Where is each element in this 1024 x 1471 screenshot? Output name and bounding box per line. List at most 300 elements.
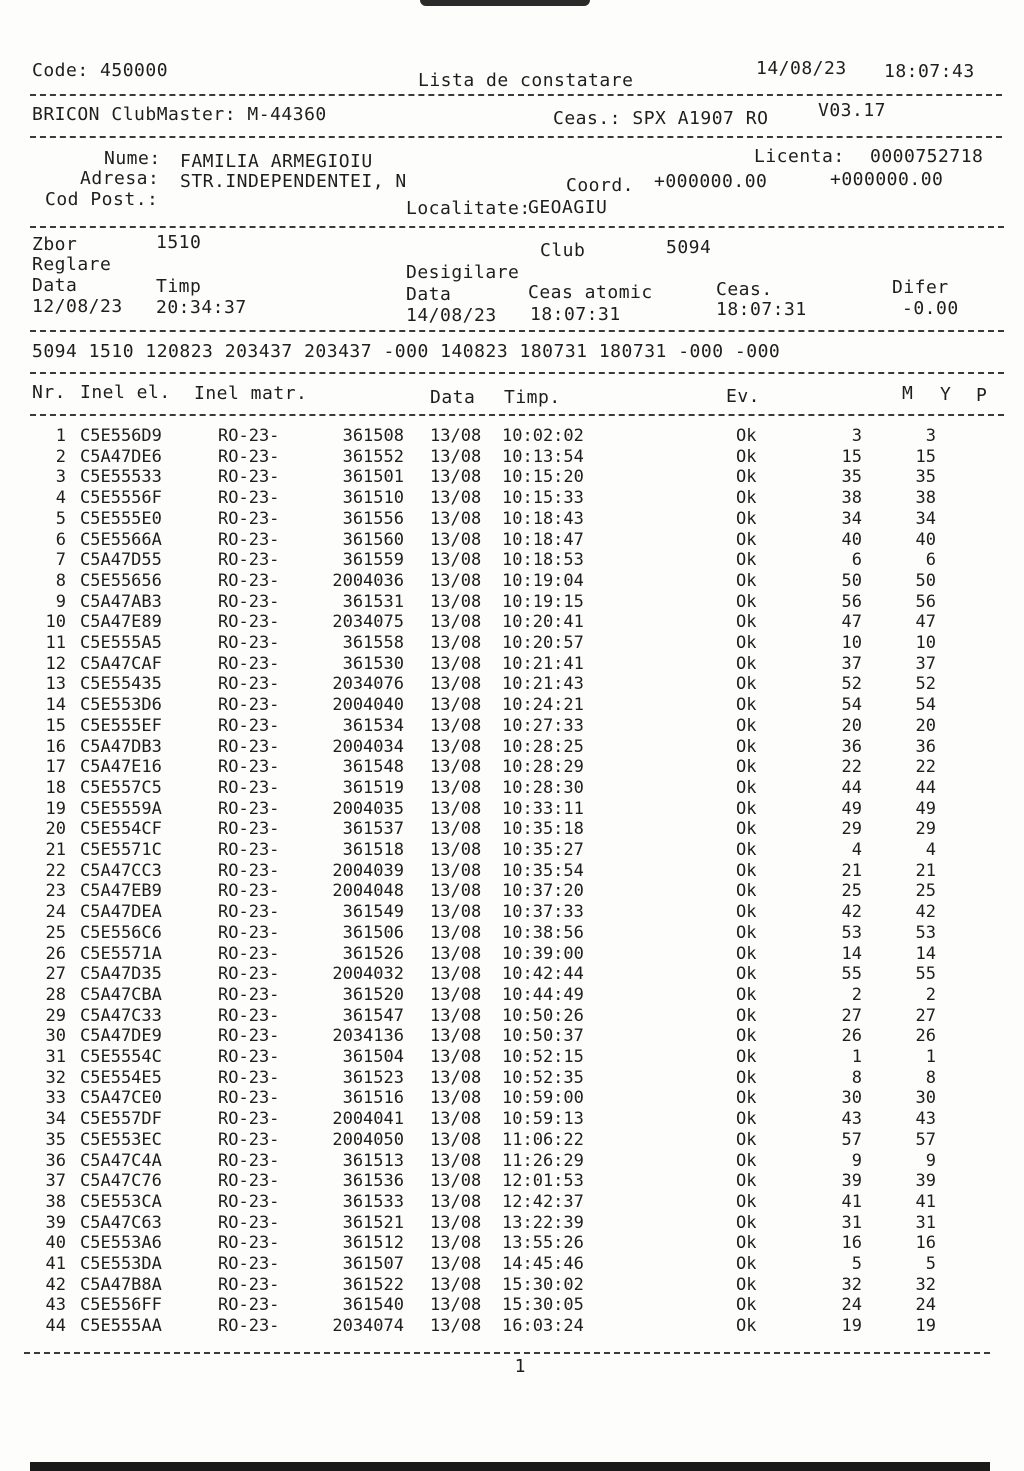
arrival-time: 10:35:27: [502, 840, 584, 860]
ring-prefix: RO-23-: [218, 819, 280, 840]
table-row: [0, 799, 1024, 819]
m-value: 26: [841, 1026, 862, 1047]
separator: [30, 94, 1002, 96]
arrival-date: 13/08: [430, 902, 482, 923]
m-value: 34: [841, 508, 862, 529]
row-number: 1: [55, 426, 66, 446]
table-row: [0, 1047, 1024, 1067]
y-value: 30: [915, 1088, 936, 1109]
arrival-date: 13/08: [430, 1171, 482, 1192]
ring-number: 2034074: [332, 1316, 404, 1337]
arrival-time: 10:20:57: [502, 633, 584, 653]
setting-label: Reglare: [32, 254, 112, 275]
table-row: [0, 1192, 1024, 1212]
arrival-date: 13/08: [430, 1295, 482, 1316]
ring-number: 361522: [342, 1274, 404, 1295]
row-number: 19: [45, 798, 66, 819]
ring-number: 2004040: [332, 695, 404, 716]
arrival-date: 13/08: [430, 943, 482, 964]
ring-prefix: RO-23-: [218, 426, 280, 446]
arrival-date: 13/08: [430, 1088, 482, 1109]
m-value: 21: [841, 860, 862, 881]
code-label: Code: 450000: [32, 60, 169, 81]
arrival-time: 10:35:54: [502, 860, 584, 881]
col-inel-el: Inel el.: [80, 382, 171, 403]
event-status: Ok: [736, 1316, 757, 1337]
event-status: Ok: [736, 922, 757, 943]
electronic-ring: C5A47C33: [80, 1005, 162, 1026]
table-row: [0, 571, 1024, 591]
arrival-time: 10:37:33: [502, 902, 584, 923]
event-status: Ok: [736, 550, 757, 571]
ring-prefix: RO-23-: [218, 840, 280, 860]
unsealing-date: 14/08/23: [406, 305, 497, 326]
y-value: 3: [925, 426, 936, 446]
y-value: 22: [915, 757, 936, 778]
event-status: Ok: [736, 715, 757, 736]
difference-value: -0.00: [902, 298, 959, 319]
arrival-time: 15:30:05: [502, 1295, 584, 1316]
row-number: 21: [45, 840, 66, 860]
col-timp: Timp.: [504, 387, 561, 408]
arrival-date: 13/08: [430, 1067, 482, 1088]
ring-number: 2004034: [332, 736, 404, 757]
ring-prefix: RO-23-: [218, 1047, 280, 1067]
electronic-ring: C5A47E89: [80, 612, 162, 633]
arrival-time: 10:42:44: [502, 964, 584, 985]
table-row: [0, 1213, 1024, 1233]
event-status: Ok: [736, 964, 757, 985]
m-value: 43: [841, 1109, 862, 1130]
ring-prefix: RO-23-: [218, 1150, 280, 1171]
m-value: 41: [841, 1191, 862, 1212]
ring-prefix: RO-23-: [218, 1088, 280, 1109]
electronic-ring: C5E5556F: [80, 488, 162, 509]
row-number: 33: [45, 1088, 66, 1109]
ring-number: 2034136: [332, 1026, 404, 1047]
m-value: 38: [841, 488, 862, 509]
y-value: 39: [915, 1171, 936, 1192]
arrival-time: 11:06:22: [502, 1129, 584, 1150]
arrival-time: 10:44:49: [502, 984, 584, 1005]
event-status: Ok: [736, 591, 757, 612]
table-row: [0, 881, 1024, 901]
row-number: 15: [45, 715, 66, 736]
arrival-time: 13:22:39: [502, 1212, 584, 1233]
arrival-date: 13/08: [430, 612, 482, 633]
row-number: 23: [45, 881, 66, 902]
y-value: 36: [915, 736, 936, 757]
table-row: [0, 633, 1024, 653]
ring-prefix: RO-23-: [218, 508, 280, 529]
system-id: BRICON ClubMaster: M-44360: [32, 104, 327, 125]
arrival-time: 10:18:47: [502, 529, 584, 550]
arrival-time: 14:45:46: [502, 1254, 584, 1274]
electronic-ring: C5A47D55: [80, 550, 162, 571]
m-value: 9: [851, 1150, 862, 1171]
ring-number: 361526: [342, 943, 404, 964]
event-status: Ok: [736, 1274, 757, 1295]
event-status: Ok: [736, 529, 757, 550]
unsealing-date-label: Data: [406, 284, 452, 305]
event-status: Ok: [736, 426, 757, 446]
ring-number: 361516: [342, 1088, 404, 1109]
m-value: 22: [841, 757, 862, 778]
electronic-ring: C5A47CE0: [80, 1088, 162, 1109]
y-value: 8: [925, 1067, 936, 1088]
event-status: Ok: [736, 1233, 757, 1254]
row-number: 26: [45, 943, 66, 964]
arrival-date: 13/08: [430, 840, 482, 860]
ring-number: 361534: [342, 715, 404, 736]
table-row: [0, 1254, 1024, 1274]
ring-prefix: RO-23-: [218, 591, 280, 612]
electronic-ring: C5A47DE9: [80, 1026, 162, 1047]
event-status: Ok: [736, 840, 757, 860]
ring-number: 361530: [342, 653, 404, 674]
y-value: 50: [915, 570, 936, 591]
ring-number: 361518: [342, 840, 404, 860]
arrival-time: 10:19:15: [502, 591, 584, 612]
electronic-ring: C5E556D9: [80, 426, 162, 446]
y-value: 26: [915, 1026, 936, 1047]
ring-prefix: RO-23-: [218, 1129, 280, 1150]
ring-number: 361536: [342, 1171, 404, 1192]
m-value: 15: [841, 446, 862, 467]
ring-prefix: RO-23-: [218, 570, 280, 591]
row-number: 28: [45, 984, 66, 1005]
ring-prefix: RO-23-: [218, 695, 280, 716]
row-number: 43: [45, 1295, 66, 1316]
m-value: 1: [851, 1047, 862, 1067]
arrival-time: 10:27:33: [502, 715, 584, 736]
clock-id: Ceas.: SPX A1907 RO: [553, 108, 769, 129]
club-number: 5094: [666, 237, 712, 258]
arrival-time: 10:38:56: [502, 922, 584, 943]
y-value: 24: [915, 1295, 936, 1316]
m-value: 30: [841, 1088, 862, 1109]
col-ev: Ev.: [726, 386, 761, 407]
event-status: Ok: [736, 1129, 757, 1150]
print-date: 14/08/23: [756, 58, 847, 79]
arrival-date: 13/08: [430, 529, 482, 550]
arrival-date: 13/08: [430, 881, 482, 902]
m-value: 4: [851, 840, 862, 860]
arrival-time: 10:19:04: [502, 570, 584, 591]
m-value: 54: [841, 695, 862, 716]
arrival-time: 10:18:53: [502, 550, 584, 571]
row-number: 37: [45, 1171, 66, 1192]
ring-prefix: RO-23-: [218, 653, 280, 674]
m-value: 16: [841, 1233, 862, 1254]
event-status: Ok: [736, 674, 757, 695]
y-value: 37: [915, 653, 936, 674]
arrival-date: 13/08: [430, 1026, 482, 1047]
electronic-ring: C5E553DA: [80, 1254, 162, 1274]
y-value: 40: [915, 529, 936, 550]
row-number: 13: [45, 674, 66, 695]
arrival-date: 13/08: [430, 736, 482, 757]
atomic-clock-label: Ceas atomic: [528, 282, 653, 303]
event-status: Ok: [736, 798, 757, 819]
m-value: 6: [851, 550, 862, 571]
electronic-ring: C5E557DF: [80, 1109, 162, 1130]
ring-number: 361533: [342, 1191, 404, 1212]
arrival-date: 13/08: [430, 1129, 482, 1150]
table-row: [0, 426, 1024, 446]
m-value: 2: [851, 984, 862, 1005]
m-value: 20: [841, 715, 862, 736]
row-number: 2: [55, 446, 66, 467]
table-row: [0, 964, 1024, 984]
electronic-ring: C5E553CA: [80, 1191, 162, 1212]
event-status: Ok: [736, 1254, 757, 1274]
ring-prefix: RO-23-: [218, 633, 280, 653]
col-data: Data: [430, 387, 476, 408]
arrival-date: 13/08: [430, 860, 482, 881]
separator: [30, 372, 1004, 374]
electronic-ring: C5E555A5: [80, 633, 162, 653]
event-status: Ok: [736, 1191, 757, 1212]
table-row: [0, 1026, 1024, 1046]
arrival-time: 10:15:20: [502, 467, 584, 488]
table-row: [0, 447, 1024, 467]
atomic-clock-time: 18:07:31: [530, 304, 621, 325]
arrival-date: 13/08: [430, 446, 482, 467]
arrival-time: 10:37:20: [502, 881, 584, 902]
ring-number: 361549: [342, 902, 404, 923]
arrival-time: 10:39:00: [502, 943, 584, 964]
m-value: 29: [841, 819, 862, 840]
unsealing-label: Desigilare: [406, 262, 520, 283]
col-nr: Nr.: [32, 382, 67, 403]
arrival-time: 10:28:30: [502, 777, 584, 798]
electronic-ring: C5A47EB9: [80, 881, 162, 902]
row-number: 11: [45, 633, 66, 653]
table-row: [0, 530, 1024, 550]
event-status: Ok: [736, 984, 757, 1005]
table-row: [0, 612, 1024, 632]
event-status: Ok: [736, 736, 757, 757]
electronic-ring: C5E5554C: [80, 1047, 162, 1067]
y-value: 25: [915, 881, 936, 902]
ring-prefix: RO-23-: [218, 1005, 280, 1026]
arrival-time: 12:01:53: [502, 1171, 584, 1192]
table-row: [0, 716, 1024, 736]
ring-number: 361508: [342, 426, 404, 446]
arrival-date: 13/08: [430, 674, 482, 695]
ring-number: 361537: [342, 819, 404, 840]
table-row: [0, 944, 1024, 964]
arrival-time: 10:13:54: [502, 446, 584, 467]
y-value: 31: [915, 1212, 936, 1233]
row-number: 39: [45, 1212, 66, 1233]
arrival-date: 13/08: [430, 1274, 482, 1295]
event-status: Ok: [736, 1088, 757, 1109]
table-row: [0, 737, 1024, 757]
ring-prefix: RO-23-: [218, 488, 280, 509]
ring-number: 2004048: [332, 881, 404, 902]
arrival-time: 10:21:41: [502, 653, 584, 674]
ring-prefix: RO-23-: [218, 1109, 280, 1130]
electronic-ring: C5E55533: [80, 467, 162, 488]
ring-prefix: RO-23-: [218, 1316, 280, 1337]
page-number: 1: [514, 1356, 526, 1377]
ring-number: 2004036: [332, 570, 404, 591]
row-number: 17: [45, 757, 66, 778]
row-number: 14: [45, 695, 66, 716]
arrival-time: 10:52:35: [502, 1067, 584, 1088]
m-value: 24: [841, 1295, 862, 1316]
m-value: 55: [841, 964, 862, 985]
ring-number: 361547: [342, 1005, 404, 1026]
arrival-date: 13/08: [430, 1047, 482, 1067]
table-row: [0, 1088, 1024, 1108]
electronic-ring: C5A47C63: [80, 1212, 162, 1233]
arrival-date: 13/08: [430, 591, 482, 612]
event-status: Ok: [736, 1109, 757, 1130]
table-row: [0, 1006, 1024, 1026]
y-value: 14: [915, 943, 936, 964]
coord-1: +000000.00: [654, 171, 768, 192]
ring-prefix: RO-23-: [218, 674, 280, 695]
arrival-date: 13/08: [430, 1150, 482, 1171]
separator: [30, 330, 1004, 332]
electronic-ring: C5E5559A: [80, 798, 162, 819]
ring-prefix: RO-23-: [218, 1212, 280, 1233]
table-row: [0, 1109, 1024, 1129]
m-value: 47: [841, 612, 862, 633]
electronic-ring: C5E553EC: [80, 1129, 162, 1150]
table-row: [0, 840, 1024, 860]
row-number: 31: [45, 1047, 66, 1067]
arrival-date: 13/08: [430, 508, 482, 529]
table-row: [0, 509, 1024, 529]
arrival-time: 13:55:26: [502, 1233, 584, 1254]
table-row: [0, 467, 1024, 487]
coord-2: +000000.00: [830, 169, 944, 190]
ring-number: 361519: [342, 777, 404, 798]
row-number: 8: [55, 570, 66, 591]
m-value: 56: [841, 591, 862, 612]
arrival-date: 13/08: [430, 1316, 482, 1337]
electronic-ring: C5E5571C: [80, 840, 162, 860]
m-value: 31: [841, 1212, 862, 1233]
event-status: Ok: [736, 1150, 757, 1171]
electronic-ring: C5E553A6: [80, 1233, 162, 1254]
ring-prefix: RO-23-: [218, 757, 280, 778]
y-value: 5: [925, 1254, 936, 1274]
row-number: 7: [55, 550, 66, 571]
row-number: 42: [45, 1274, 66, 1295]
arrival-time: 10:59:13: [502, 1109, 584, 1130]
table-row: [0, 1068, 1024, 1088]
event-status: Ok: [736, 757, 757, 778]
row-number: 25: [45, 922, 66, 943]
arrival-time: 10:18:43: [502, 508, 584, 529]
y-value: 54: [915, 695, 936, 716]
event-status: Ok: [736, 1295, 757, 1316]
table-row: [0, 861, 1024, 881]
document-title: Lista de constatare: [418, 70, 634, 91]
electronic-ring: C5E55435: [80, 674, 162, 695]
arrival-date: 13/08: [430, 757, 482, 778]
y-value: 15: [915, 446, 936, 467]
table-row: [0, 757, 1024, 777]
y-value: 56: [915, 591, 936, 612]
scan-edge-mark: [30, 1462, 990, 1471]
row-number: 44: [45, 1316, 66, 1337]
col-m: M: [902, 383, 914, 404]
ring-prefix: RO-23-: [218, 1026, 280, 1047]
m-value: 3: [851, 426, 862, 446]
arrival-time: 10:20:41: [502, 612, 584, 633]
license-number: 0000752718: [870, 146, 984, 167]
y-value: 20: [915, 715, 936, 736]
electronic-ring: C5E5571A: [80, 943, 162, 964]
arrival-date: 13/08: [430, 798, 482, 819]
electronic-ring: C5A47DEA: [80, 902, 162, 923]
y-value: 9: [925, 1150, 936, 1171]
club-label: Club: [540, 240, 586, 261]
ring-number: 361531: [342, 591, 404, 612]
electronic-ring: C5E554CF: [80, 819, 162, 840]
m-value: 36: [841, 736, 862, 757]
arrival-date: 13/08: [430, 1233, 482, 1254]
arrival-time: 10:02:02: [502, 426, 584, 446]
ring-prefix: RO-23-: [218, 777, 280, 798]
event-status: Ok: [736, 819, 757, 840]
arrival-time: 10:50:26: [502, 1005, 584, 1026]
arrival-date: 13/08: [430, 550, 482, 571]
y-value: 57: [915, 1129, 936, 1150]
y-value: 49: [915, 798, 936, 819]
table-row: [0, 488, 1024, 508]
row-number: 6: [55, 529, 66, 550]
row-number: 22: [45, 860, 66, 881]
electronic-ring: C5E55656: [80, 570, 162, 591]
arrival-time: 10:21:43: [502, 674, 584, 695]
ring-prefix: RO-23-: [218, 1191, 280, 1212]
setting-time: 20:34:37: [156, 297, 247, 318]
arrival-date: 13/08: [430, 1191, 482, 1212]
ring-number: 361552: [342, 446, 404, 467]
electronic-ring: C5E554E5: [80, 1067, 162, 1088]
table-row: [0, 1151, 1024, 1171]
ring-prefix: RO-23-: [218, 1295, 280, 1316]
m-value: 5: [851, 1254, 862, 1274]
ring-number: 2004032: [332, 964, 404, 985]
print-time: 18:07:43: [884, 61, 975, 82]
arrival-time: 10:52:15: [502, 1047, 584, 1067]
ring-number: 2034076: [332, 674, 404, 695]
y-value: 38: [915, 488, 936, 509]
m-value: 57: [841, 1129, 862, 1150]
y-value: 42: [915, 902, 936, 923]
m-value: 32: [841, 1274, 862, 1295]
row-number: 36: [45, 1150, 66, 1171]
arrival-time: 10:28:25: [502, 736, 584, 757]
row-number: 24: [45, 902, 66, 923]
electronic-ring: C5E556C6: [80, 922, 162, 943]
electronic-ring: C5A47C4A: [80, 1150, 162, 1171]
ring-prefix: RO-23-: [218, 902, 280, 923]
row-number: 5: [55, 508, 66, 529]
row-number: 29: [45, 1005, 66, 1026]
y-value: 10: [915, 633, 936, 653]
difference-label: Difer: [892, 277, 949, 298]
event-status: Ok: [736, 446, 757, 467]
